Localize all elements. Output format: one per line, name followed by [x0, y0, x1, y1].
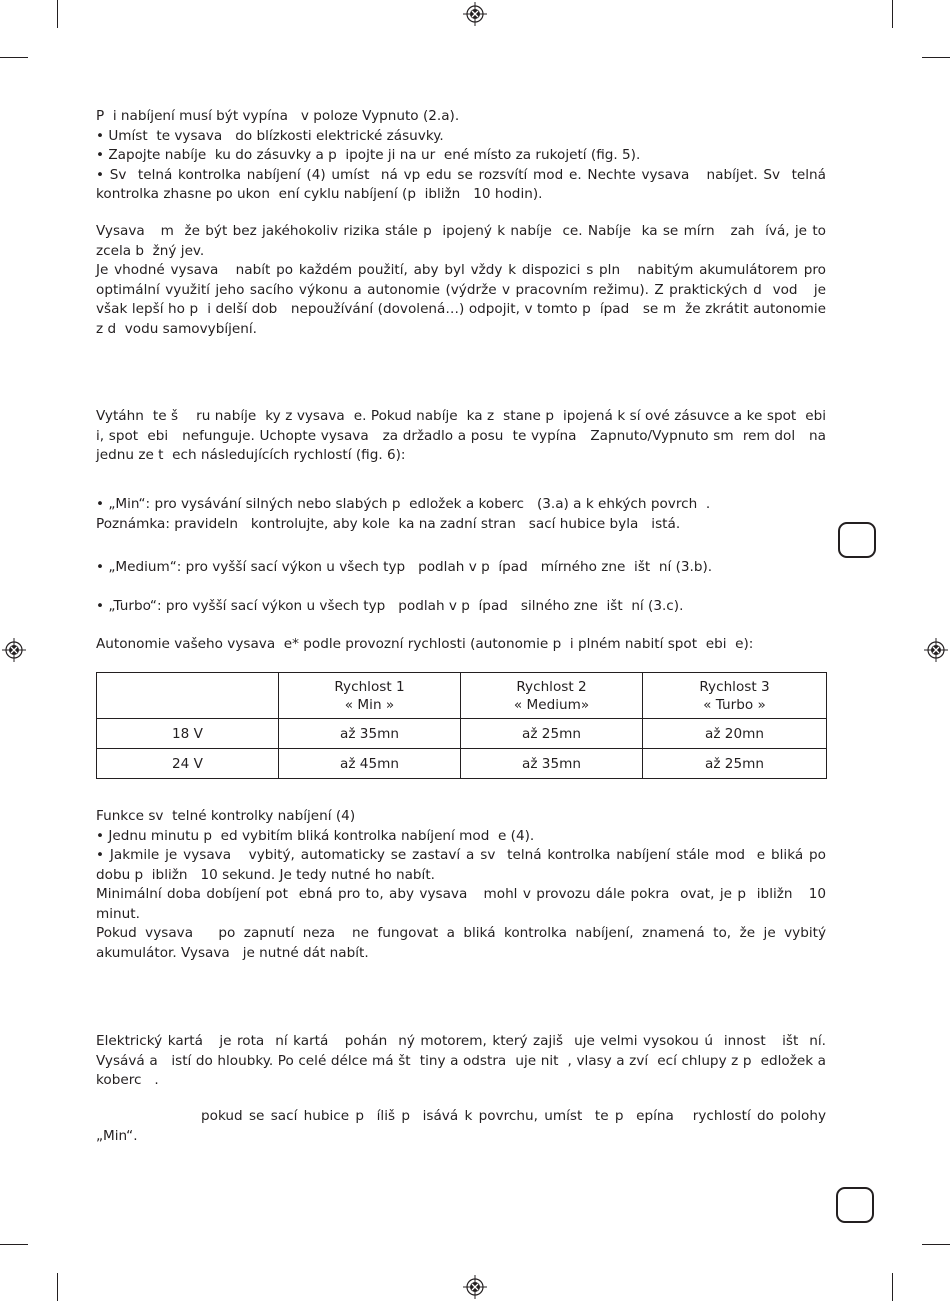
- charging-instructions: P i nabíjení musí být vypína v poloze Vypnuto (2.a). • Umíst te vysava do blízkosti elektrické zásuvky. • Zapojte nabíje ku do zásuvky a p ipojte ji na ur ené místo za rukojetí (fig. 5). • Sv telná kontrolka nabíjení (4) umíst ná vp edu se rozsvítí mod e. Nechte vysava nabíjet. Sv telná kontrolka zhasne po ukon ení cyklu nabíjení (p ibližn 10 hodin).: [96, 108, 826, 202]
- crop-mark: [922, 1244, 950, 1245]
- indicator-light-section: Funkce sv telné kontrolky nabíjení (4) • Jednu minutu p ed vybitím bliká kontrolka nabíjení mod e (4). • Jakmile je vysava vybitý, automaticky se zastaví a sv telná kontrolka nabíjení stále mod e bliká po dobu p ibližn 10 sekund. Je tedy nutné ho nabít. Minimální doba dobíjení pot ebná pro to, aby vysava mohl v provozu dále pokra ovat, je p ibližn 10 minut. Pokud vysava po zapnutí neza ne fungovat a bliká kontrolka nabíjení, znamená to, že je vybitý akumulátor. Vysava je nutné dát nabít.: [96, 808, 826, 961]
- crop-mark: [0, 57, 28, 58]
- registration-target-icon: [463, 2, 487, 26]
- table-row: [97, 749, 827, 779]
- crop-mark: [57, 1273, 58, 1301]
- crop-mark: [922, 57, 950, 58]
- suction-tip: pokud se sací hubice p íliš p isává k povrchu, umíst te p epína rychlostí do polohy „Min“.: [96, 1108, 831, 1144]
- table-cell: až 25mn: [643, 749, 827, 779]
- table-header-cell: Rychlost 3 « Turbo »: [643, 673, 827, 719]
- table-cell: až 20mn: [643, 719, 827, 749]
- crop-mark: [57, 0, 58, 28]
- table-cell: až 35mn: [461, 749, 643, 779]
- registration-target-icon: [924, 638, 948, 662]
- table-cell: až 45mn: [279, 749, 461, 779]
- charging-notes: Vysava m že být bez jakéhokoliv rizika stále p ipojený k nabíje ce. Nabíje ka se mírn zah ívá, je to zcela b žný jev. Je vhodné vysava nabít po každém použití, aby byl vždy k dispozici s pln nabitým akumulátorem pro optimální využití jeho sacího výkonu a autonomie (výdrže v pracovním režimu). Z praktických d vod je však lepší ho p i delší dob nepoužívání (dovolená…) odpojit, v tomto p ípad se m že zkrátit autonomie z d vodu samovybíjení.: [96, 223, 826, 337]
- crop-mark: [0, 1244, 28, 1245]
- table-cell: až 35mn: [279, 719, 461, 749]
- speed-min-item: • „Min“: pro vysávání silných nebo slabých p edložek a koberc (3.a) a k ehkých povrch . Poznámka: pravideln kontrolujte, aby kole ka na zadní stran sací hubice byla istá.: [96, 496, 711, 532]
- table-header-cell: Rychlost 2 « Medium»: [461, 673, 643, 719]
- rounded-tab-icon: [836, 1187, 874, 1223]
- usage-intro: Vytáhn te š ru nabíje ky z vysava e. Pokud nabíje ka z stane p ipojená k sí ové zásuvce a ke spot ebi i, spot ebi nefunguje. Uchopte vysava za držadlo a posu te vypína Zapnuto/Vypnuto sm rem dol na jednu ze t ech následujících rychlostí (fig. 6):: [96, 408, 835, 463]
- registration-target-icon: [463, 1275, 487, 1299]
- table-header-row: [97, 673, 827, 719]
- crop-mark: [892, 0, 893, 28]
- crop-mark: [892, 1273, 893, 1301]
- speed-turbo-item: • „Turbo“: pro vyšší sací výkon u všech typ podlah v p ípad silného zne išt ní (3.c).: [96, 598, 684, 614]
- registration-target-icon: [2, 638, 26, 662]
- table-cell: 24 V: [97, 749, 279, 779]
- table-cell: až 25mn: [461, 719, 643, 749]
- table-header-cell: Rychlost 1 « Min »: [279, 673, 461, 719]
- speed-medium-item: • „Medium“: pro vyšší sací výkon u všech typ podlah v p ípad mírného zne išt ní (3.b).: [96, 559, 713, 575]
- electric-brush-description: Elektrický kartá je rota ní kartá pohán ný motorem, který zajiš uje velmi vysokou ú innost išt ní. Vysává a istí do hloubky. Po celé délce má št tiny a odstra uje nit , vlasy a zví ecí chlupy z p edložek a koberc .: [96, 1033, 831, 1088]
- table-row: [97, 719, 827, 749]
- rounded-tab-icon: [838, 522, 876, 558]
- autonomy-table: [96, 672, 827, 779]
- table-cell: 18 V: [97, 719, 279, 749]
- table-header-cell: [97, 673, 279, 719]
- autonomy-intro: Autonomie vašeho vysava e* podle provozní rychlosti (autonomie p i plném nabití spot ebi e):: [96, 636, 754, 652]
